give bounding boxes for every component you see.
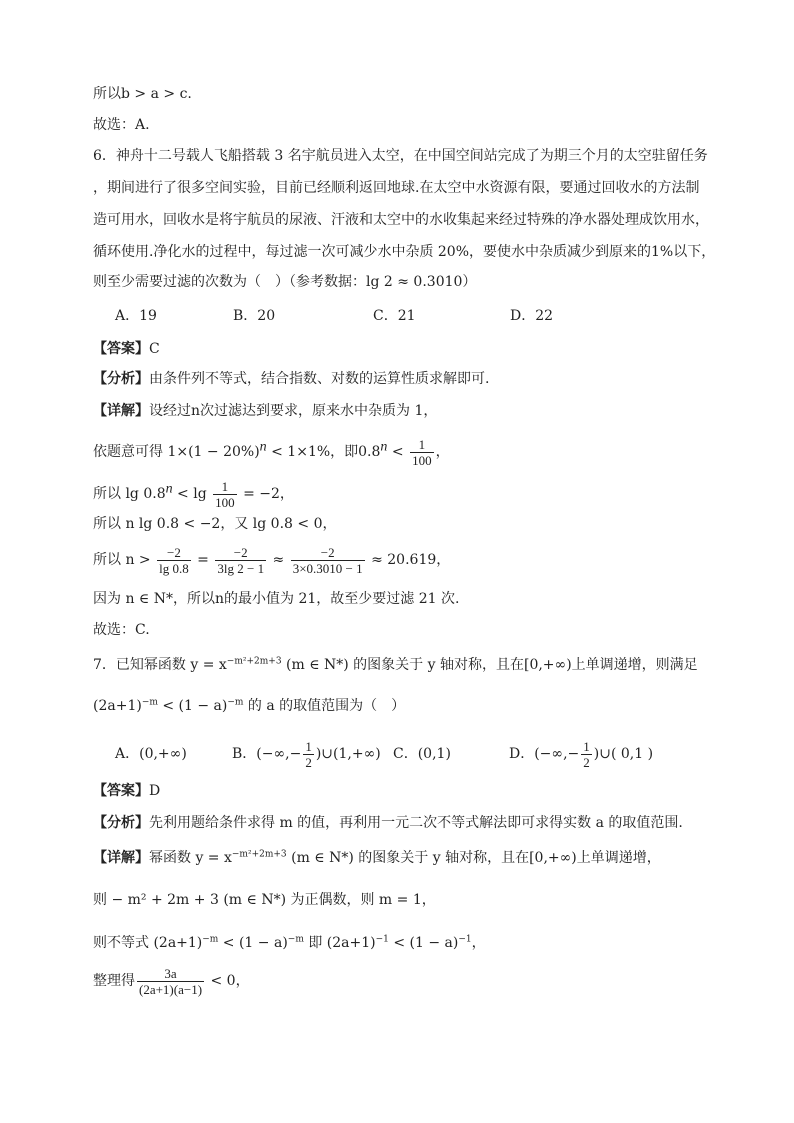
exp-n: n	[165, 481, 173, 497]
math-text: < 0，	[206, 973, 250, 989]
math-text: < lg	[172, 486, 207, 502]
q7-stem-line2	[93, 697, 405, 715]
text: 所以b > a > c.	[93, 86, 192, 102]
q7-stem-line1	[93, 656, 698, 674]
line-l1	[93, 85, 192, 103]
q6-analysis	[93, 370, 489, 388]
exponent: −m	[287, 934, 304, 945]
exponent: −1	[375, 934, 389, 945]
denominator: (2a+1)(a−1)	[139, 981, 203, 997]
exponent: −m²+2m+3	[226, 656, 282, 667]
fraction-3lg2	[215, 545, 266, 576]
q7-options	[115, 737, 675, 771]
q6-detail-1	[93, 402, 437, 420]
fraction-numeric	[291, 545, 365, 576]
denominator: lg 0.8	[159, 560, 189, 576]
q6-stem-line3: 造可用水，回收水是将宇航员的尿液、汗液和太空中的水收集起来经过特殊的净水器处理成饮用水，	[93, 212, 709, 228]
math-text: ，	[471, 935, 486, 951]
q6-option-b: B．20	[233, 308, 276, 324]
q6-options	[115, 307, 615, 325]
math-text: < (1 − a)	[388, 935, 459, 951]
option-text: )∪(1,+∞)	[315, 746, 381, 762]
q6-option-a: A．19	[115, 308, 157, 324]
analysis-tag: 【分析】	[93, 815, 149, 831]
q6-detail-5	[93, 544, 450, 576]
math-text: 所以 lg 0.8	[93, 486, 166, 502]
line-l2	[93, 116, 150, 134]
math-text: (2a+1)	[93, 698, 142, 714]
answer-value: C	[149, 341, 160, 357]
fraction-1-100	[213, 479, 237, 510]
math-text: 依题意可得 1×(1 − 20%)	[93, 444, 260, 460]
q7-analysis	[93, 814, 683, 832]
math-text: < 1×1%，即0.8	[266, 444, 381, 460]
q7-detail-2: 则 − m² + 2m + 3 (m ∈ N*) 为正偶数，则 m = 1，	[93, 892, 436, 908]
denominator: 3lg 2 − 1	[217, 560, 265, 576]
q6-answer	[93, 340, 160, 358]
math-text: 则不等式 (2a+1)	[93, 935, 203, 951]
exp-n: n	[259, 439, 267, 455]
math-text: 幂函数 y = x	[149, 850, 232, 866]
math-text: (m ∈ N*) 的图象关于 y 轴对称，且在[0,+∞)上单调递增，则满足	[281, 657, 698, 673]
q6-stem-line2: ，期间进行了很多空间实验，目前已经顺利返回地球.在太空中水资源有限，要通过回收水的方法制	[93, 180, 700, 196]
denominator: 3×0.3010 − 1	[292, 560, 363, 576]
math-text: ≈ 20.619，	[366, 552, 451, 568]
analysis-text: 由条件列不等式，结合指数、对数的运算性质求解即可.	[149, 371, 490, 387]
numerator: 1	[213, 479, 237, 495]
math-text: < (1 − a)	[218, 935, 288, 951]
math-text: = −2，	[238, 486, 294, 502]
q6-detail-4: 所以 n lg 0.8 < −2，又 lg 0.8 < 0，	[93, 516, 337, 532]
answer-tag: 【答案】	[93, 783, 149, 799]
fraction-1-100	[410, 437, 434, 468]
exponent: −m	[141, 697, 158, 708]
exponent: −m	[202, 934, 219, 945]
math-text: =	[192, 552, 214, 568]
q6-option-c: C．21	[373, 308, 416, 324]
q7-option-b	[232, 737, 381, 771]
q6-detail-6: 因为 n ∈ N*，所以n的最小值为 21，故至少要过滤 21 次.	[93, 591, 460, 607]
denominator: 100	[412, 452, 432, 468]
math-text: ≈	[268, 552, 289, 568]
numerator: 3a	[137, 966, 204, 982]
math-text: ，	[435, 444, 450, 460]
math-text: 整理得	[93, 973, 135, 989]
numerator: 1	[410, 437, 434, 453]
q7-option-d	[509, 737, 653, 771]
math-text: 所以 n >	[93, 552, 151, 568]
q6-option-d: D．22	[510, 308, 554, 324]
analysis-tag: 【分析】	[93, 371, 149, 387]
detail-tag: 【详解】	[93, 850, 149, 866]
numerator: −2	[215, 545, 266, 561]
exponent: −m	[227, 697, 244, 708]
math-text: 即 (2a+1)	[303, 935, 376, 951]
q7-option-c: C．(0,1)	[393, 746, 451, 762]
q7-detail-4	[93, 964, 250, 998]
q7-answer	[93, 782, 160, 800]
option-text: D．(−∞,−	[509, 746, 580, 762]
detail-tag: 【详解】	[93, 403, 149, 419]
analysis-text: 先利用题给条件求得 m 的值，再利用一元二次不等式解法即可求得实数 a 的取值范围.	[149, 815, 683, 831]
exponent: −1	[458, 934, 472, 945]
exp-n: n	[380, 439, 388, 455]
math-text: < (1 − a)	[157, 698, 228, 714]
answer-tag: 【答案】	[93, 341, 149, 357]
option-text: )∪( 0,1 )	[593, 746, 654, 762]
q6-detail-2	[93, 436, 450, 468]
numerator: 1	[305, 738, 312, 754]
q6-conclusion: 故选：C.	[93, 622, 150, 638]
fraction-half	[581, 739, 592, 770]
answer-value: D	[149, 783, 161, 799]
text: 故选：A.	[93, 117, 150, 133]
fraction-3a	[137, 966, 204, 997]
denominator: 2	[305, 754, 312, 770]
math-text: 7．已知幂函数 y = x	[93, 657, 227, 673]
math-text: 的 a 的取值范围为（ ）	[243, 698, 406, 714]
fraction-lg08	[157, 545, 191, 576]
math-text: <	[387, 444, 404, 460]
math-text: (m ∈ N*) 的图象关于 y 轴对称，且在[0,+∞)上单调递增，	[286, 850, 661, 866]
fraction-half	[303, 739, 314, 770]
q6-stem-line1: 6．神舟十二号载人飞船搭载 3 名宇航员进入太空，在中国空间站完成了为期三个月的太空驻留任务	[93, 148, 708, 164]
numerator: −2	[157, 545, 191, 561]
q7-option-a: A．(0,+∞)	[115, 746, 187, 762]
numerator: 1	[583, 738, 590, 754]
detail-text: 设经过n次过滤达到要求，原来水中杂质为 1，	[149, 403, 438, 419]
q7-detail-1	[93, 849, 661, 867]
q6-stem-line4: 循环使用.净化水的过程中，每过滤一次可减少水中杂质 20%，要使水中杂质减少到原来的1%以下，	[93, 244, 716, 260]
numerator: −2	[291, 545, 365, 561]
exponent: −m²+2m+3	[231, 849, 287, 860]
q6-stem-line5: 则至少需要过滤的次数为（ ）（参考数据：lg 2 ≈ 0.3010）	[93, 274, 477, 290]
q6-detail-3	[93, 478, 294, 510]
option-text: B．(−∞,−	[232, 746, 302, 762]
denominator: 2	[583, 754, 590, 770]
q7-detail-3	[93, 934, 486, 952]
denominator: 100	[215, 494, 235, 510]
